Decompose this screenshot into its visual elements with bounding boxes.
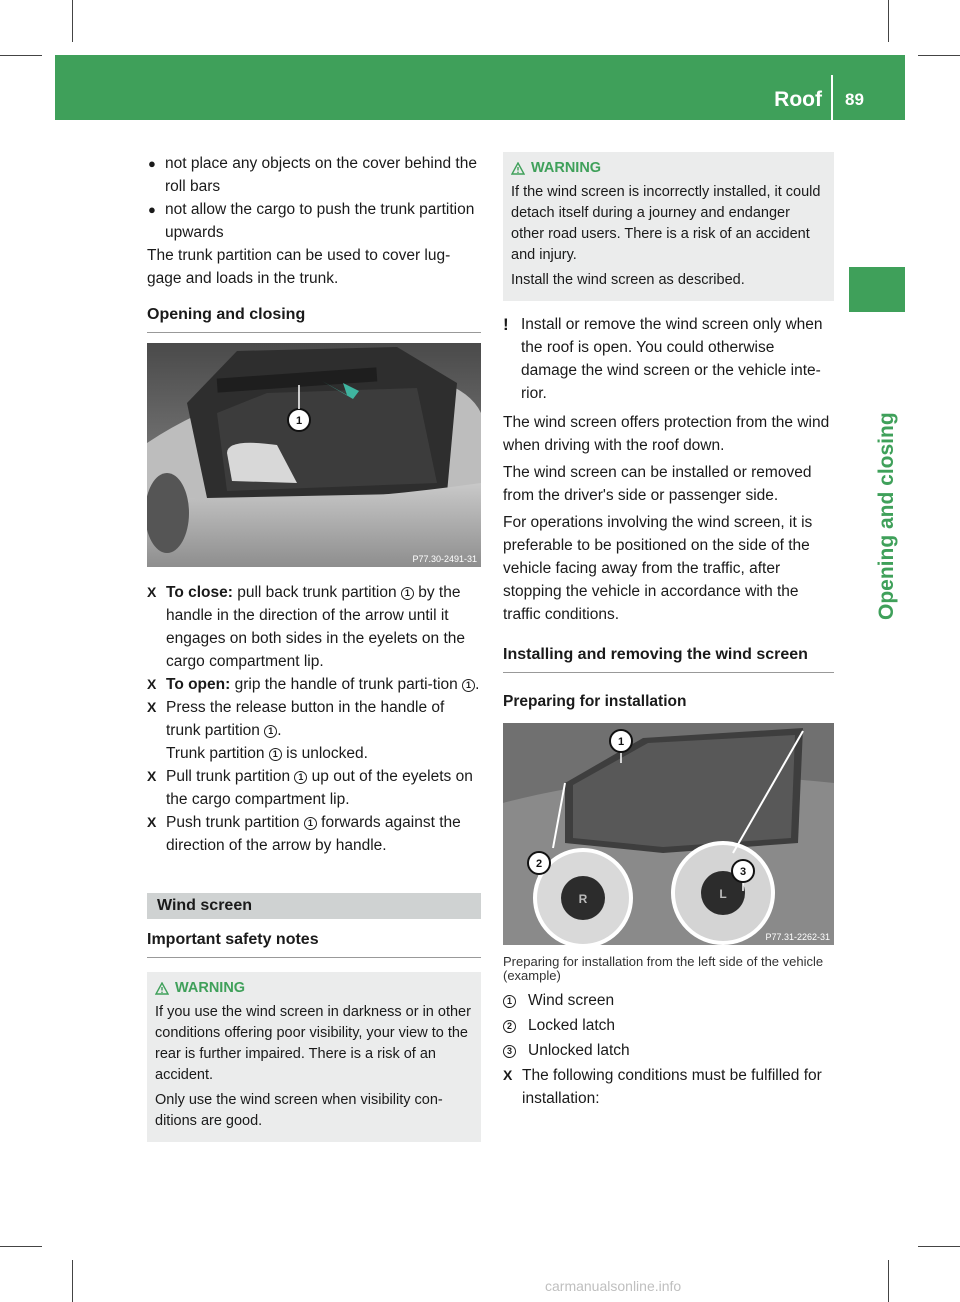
body-paragraph: For operations involving the wind screen, it is preferable to be positioned on the side of the vehicle facing away from the traffic, after stopping the vehicle in accordance with the traffic conditions. — [503, 514, 813, 623]
warning-title: WARNING — [511, 158, 826, 179]
step-close: X To close: pull back trunk partition 1 by the handle in the direction of the arrow until it engages on both sides in the eyelets on the cargo compartment lip. — [147, 584, 466, 670]
svg-text:L: L — [719, 887, 727, 901]
legend-item: 3 Unlocked latch — [503, 1039, 834, 1062]
svg-text:R: R — [578, 892, 588, 906]
photo-code: P77.30-2491-31 — [412, 554, 477, 564]
body-paragraph: The wind screen can be installed or removed from the driver's side or passenger side. — [503, 464, 812, 504]
callout-label: 3 — [739, 866, 747, 878]
callout-label: 1 — [617, 736, 625, 748]
warning-box — [147, 972, 481, 1142]
trunk-partition-photo — [147, 343, 481, 567]
watermark: carmanualsonline.info — [545, 1278, 682, 1294]
svg-text:1: 1 — [295, 415, 303, 427]
section-title: Roof — [774, 88, 822, 111]
warning-text: If the wind screen is incorrectly installed, it could detach itself during a journey and endanger other road users. There is a risk of an accident and injury. — [511, 184, 821, 263]
side-tab-block — [849, 267, 905, 312]
section-band-wind-screen: Wind screen — [147, 893, 481, 919]
warning-title: WARNING — [155, 978, 473, 999]
trunk-illustration — [147, 343, 481, 567]
page-number: 89 — [845, 90, 864, 109]
step-release: X Press the release button in the handle of trunk partition 1 . Trunk partition 1 is unlocked. — [147, 699, 445, 762]
photo-code: P77.31-2262-31 — [765, 932, 830, 942]
side-chapter-label: Opening and closing — [875, 412, 898, 620]
step-pull: X Pull trunk partition 1 up out of the eyelets on the cargo compartment lip. — [147, 768, 473, 808]
body-paragraph: The wind screen offers protection from the wind when driving with the roof down. — [503, 414, 830, 454]
header-separator — [831, 75, 833, 120]
wind-screen-photo — [503, 723, 834, 945]
crop-mark — [918, 1246, 960, 1247]
step-push: X Push trunk partition 1 forwards against the direction of the arrow by handle. — [147, 814, 461, 854]
note-item: ! Install or remove the wind screen only when the roof is open. You could otherwise damage the wind screen or the vehicle inte-rior. — [503, 315, 823, 402]
step-open: X To open: grip the handle of trunk parti-tion 1 . — [147, 676, 480, 693]
warning-text: If you use the wind screen in darkness or in other conditions offering poor visibility, your view to the rear is further impaired. There is a risk of an accident. — [155, 1004, 471, 1083]
wind-screen-illustration — [503, 723, 834, 945]
heading-opening-closing: Opening and closing — [147, 304, 481, 333]
crop-mark — [72, 0, 73, 42]
legend-item: 1 Wind screen — [503, 989, 834, 1012]
exclamation-icon: ! — [503, 315, 509, 334]
left-column — [147, 152, 481, 1142]
crop-mark — [0, 1246, 42, 1247]
subheading-preparing: Preparing for installation — [503, 693, 687, 710]
figure-caption: Preparing for installation from the left side of the vehicle (example) — [503, 954, 824, 983]
right-column — [503, 152, 834, 1110]
intro-paragraph: The trunk partition can be used to cover lug-gage and loads in the trunk. — [147, 247, 451, 287]
warning-box — [503, 152, 834, 301]
crop-mark — [888, 1260, 889, 1302]
callout-label: 2 — [535, 858, 543, 870]
legend-item: 2 Locked latch — [503, 1014, 834, 1037]
warning-triangle-icon — [155, 982, 169, 995]
heading-install-remove: Installing and removing the wind screen — [503, 644, 834, 673]
crop-mark — [0, 55, 42, 56]
heading-safety-notes: Important safety notes — [147, 929, 481, 958]
bullet-item: ● not place any objects on the cover behind the roll bars — [148, 155, 477, 195]
warning-text: Only use the wind screen when visibility con-ditions are good. — [155, 1092, 443, 1129]
step-final: X The following conditions must be fulfilled for installation: — [503, 1067, 822, 1107]
warning-triangle-icon — [511, 162, 525, 175]
warning-text: Install the wind screen as described. — [511, 272, 745, 288]
bullet-item: ● not allow the cargo to push the trunk partition upwards — [148, 201, 475, 241]
crop-mark — [72, 1260, 73, 1302]
crop-mark — [888, 0, 889, 42]
crop-mark — [918, 55, 960, 56]
